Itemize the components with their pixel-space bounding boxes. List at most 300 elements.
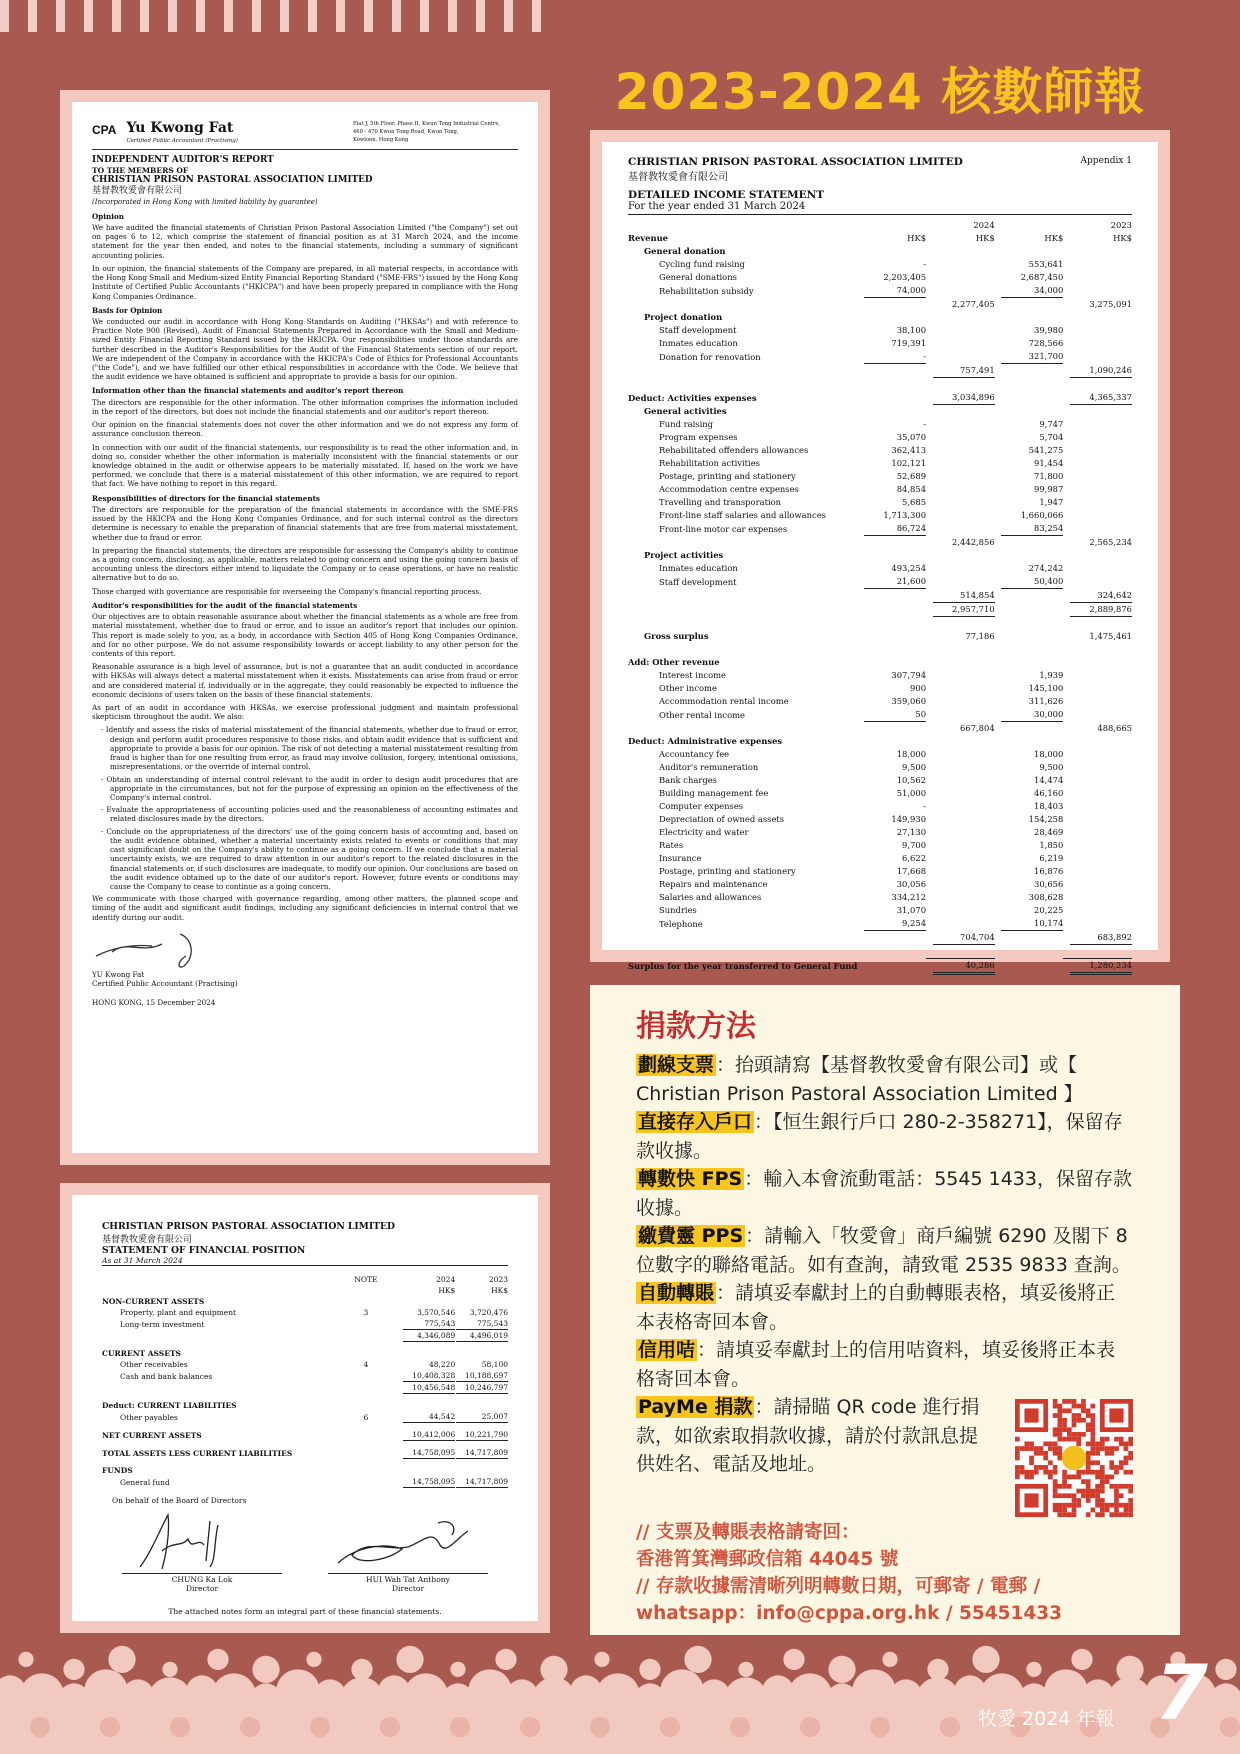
firm-name: Yu Kwong Fat xyxy=(126,120,234,136)
qr-module xyxy=(1057,1418,1062,1423)
table-row xyxy=(628,522,1132,536)
row-label: Auditor's remuneration xyxy=(659,762,759,772)
director-title: Director xyxy=(185,1584,219,1593)
decor-dot xyxy=(788,1673,832,1717)
director-name: HUI Wah Tat Anthony xyxy=(328,1573,488,1584)
table-row xyxy=(102,1348,508,1359)
year-header: 2024 xyxy=(973,220,995,230)
signature-icon xyxy=(122,1511,282,1573)
qr-module xyxy=(1057,1493,1062,1498)
qr-module xyxy=(1034,1446,1039,1451)
row-label: Depreciation of owned assets xyxy=(659,814,785,824)
qr-module xyxy=(1067,1475,1072,1480)
qr-module xyxy=(1091,1451,1096,1456)
row-label: Building management fee xyxy=(659,788,769,798)
qr-module xyxy=(1114,1508,1119,1513)
qr-module xyxy=(1109,1503,1114,1508)
qr-module xyxy=(1119,1484,1124,1489)
table-row xyxy=(628,378,1132,391)
qr-module xyxy=(1034,1451,1039,1456)
table-row xyxy=(628,630,1132,643)
qr-module xyxy=(1091,1470,1096,1475)
income-statement-frame xyxy=(590,130,1170,972)
qr-module xyxy=(1086,1484,1091,1489)
row-value: 34,000 xyxy=(1001,284,1063,298)
table-row xyxy=(628,708,1132,722)
note-number xyxy=(329,1476,402,1488)
qr-module xyxy=(1029,1475,1034,1480)
qr-module xyxy=(1105,1437,1110,1442)
note-line: // 支票及轉賬表格請寄回： xyxy=(636,1522,860,1543)
qr-module xyxy=(1057,1423,1062,1428)
report-company-zh: 基督教牧愛會有限公司 xyxy=(92,186,183,197)
qr-module xyxy=(1086,1460,1091,1465)
row-value: 553,641 xyxy=(1028,259,1064,269)
decor-dot xyxy=(882,1652,897,1667)
qr-module xyxy=(1095,1503,1100,1508)
row-value: 3,275,091 xyxy=(1089,299,1132,309)
decor-dot xyxy=(870,1717,890,1737)
qr-module xyxy=(1124,1460,1129,1465)
qr-module xyxy=(1081,1493,1086,1498)
table-row xyxy=(628,245,1132,258)
qr-module xyxy=(1109,1446,1114,1451)
table-row xyxy=(628,298,1132,311)
row-value: 102,121 xyxy=(891,458,927,468)
table-row xyxy=(628,722,1132,735)
qr-module xyxy=(1124,1508,1129,1513)
row-value: 83,254 xyxy=(1001,522,1063,536)
table-row xyxy=(628,904,1132,917)
qr-module xyxy=(1124,1512,1129,1517)
table-row xyxy=(102,1400,508,1411)
qr-module xyxy=(1095,1446,1100,1451)
qr-module xyxy=(1034,1470,1039,1475)
table-row xyxy=(102,1476,508,1488)
paragraph: Those charged with governance are responsible for overseeing the Company's financial reporting process. xyxy=(92,586,482,596)
qr-finder xyxy=(1024,1493,1038,1507)
qr-module xyxy=(1128,1508,1133,1513)
decor-dot xyxy=(594,1652,609,1667)
decor-dot xyxy=(380,1717,400,1737)
row-value: 10,246,797 xyxy=(456,1382,508,1394)
row-value: 99,987 xyxy=(1034,484,1064,494)
qr-module xyxy=(1043,1465,1048,1470)
note-number xyxy=(329,1348,402,1359)
row-label: Fund raising xyxy=(659,419,714,429)
row-label: Donation for renovation xyxy=(659,351,761,362)
row-value: 91,454 xyxy=(1034,458,1064,468)
method-text: ：輸入本會流動電話：5545 1433，保留存款收據。 xyxy=(636,1168,1132,1219)
row-value: 48,220 xyxy=(428,1360,456,1369)
row-label: Staff development xyxy=(659,576,737,587)
qr-module xyxy=(1067,1437,1072,1442)
qr-module xyxy=(1057,1413,1062,1418)
row-value: 334,212 xyxy=(891,892,927,902)
row-value: 14,474 xyxy=(1034,775,1064,785)
table-row xyxy=(102,1318,508,1330)
section-heading: Responsibilities of directors for the financial statements xyxy=(92,493,320,503)
row-value: 1,280,234 xyxy=(1070,959,1132,975)
qr-module xyxy=(1067,1484,1072,1489)
row-value: 14,758,095 xyxy=(403,1447,455,1459)
qr-module xyxy=(1062,1484,1067,1489)
qr-module xyxy=(1029,1456,1034,1461)
row-value: 58,100 xyxy=(481,1360,508,1369)
row-value: 4,346,089 xyxy=(403,1330,455,1342)
qr-module xyxy=(1057,1484,1062,1489)
qr-module xyxy=(1119,1460,1124,1465)
row-label xyxy=(628,298,857,311)
row-value: 44,542 xyxy=(403,1411,455,1423)
row-value: 1,475,461 xyxy=(1089,631,1132,641)
qr-module xyxy=(1053,1503,1058,1508)
qr-module xyxy=(1091,1437,1096,1442)
note-number xyxy=(329,1382,402,1394)
row-value: 18,403 xyxy=(1034,801,1064,811)
qr-module xyxy=(1091,1446,1096,1451)
decor-dot xyxy=(108,1646,135,1673)
table-row xyxy=(628,271,1132,284)
row-label: Telephone xyxy=(659,918,703,929)
method-tag: PayMe 捐款 xyxy=(638,1396,753,1418)
qr-module xyxy=(1124,1470,1129,1475)
qr-module xyxy=(1095,1470,1100,1475)
table-row xyxy=(628,324,1132,337)
qr-module xyxy=(1072,1503,1077,1508)
row-value: 10,456,548 xyxy=(403,1382,455,1394)
decor-dot xyxy=(396,1646,423,1673)
qr-module xyxy=(1039,1446,1044,1451)
qr-module xyxy=(1072,1512,1077,1517)
table-row xyxy=(628,589,1132,603)
row-value: 728,566 xyxy=(1028,338,1064,348)
place-date: HONG KONG, 15 December 2024 xyxy=(92,998,216,1008)
decor-dot xyxy=(660,1717,680,1737)
qr-module xyxy=(1100,1512,1105,1517)
qr-module xyxy=(1114,1493,1119,1498)
row-value: 28,469 xyxy=(1034,827,1064,837)
qr-module xyxy=(1062,1423,1067,1428)
row-value: - xyxy=(864,350,926,364)
qr-module xyxy=(1053,1446,1058,1451)
table-row xyxy=(628,852,1132,865)
qr-module xyxy=(1100,1503,1105,1508)
qr-module xyxy=(1114,1512,1119,1517)
qr-module xyxy=(1086,1427,1091,1432)
decor-dot xyxy=(590,1717,610,1737)
decor-dot xyxy=(738,1662,753,1677)
qr-module xyxy=(1091,1489,1096,1494)
qr-module xyxy=(1057,1437,1062,1442)
row-value: 1,850 xyxy=(1039,840,1064,850)
table-row xyxy=(628,470,1132,483)
report-heading: INDEPENDENT AUDITOR'S REPORT xyxy=(92,154,274,165)
qr-module xyxy=(1053,1470,1058,1475)
row-label: General fund xyxy=(120,1477,170,1487)
cpa-logo: CPA xyxy=(92,123,117,137)
row-value: 2,889,876 xyxy=(1070,603,1132,617)
row-value: 9,500 xyxy=(1039,762,1064,772)
row-value: - xyxy=(923,419,927,429)
row-label: Accountancy fee xyxy=(659,749,730,759)
year-header: 2023 xyxy=(488,1275,508,1284)
financial-position xyxy=(72,1195,538,1621)
qr-module xyxy=(1128,1441,1133,1446)
note-line: 香港筲箕灣郵政信箱 44045 號 xyxy=(636,1549,899,1570)
row-value: 775,543 xyxy=(456,1318,508,1330)
row-value: 10,562 xyxy=(896,775,927,785)
row-value: 52,689 xyxy=(896,471,927,481)
qr-module xyxy=(1039,1465,1044,1470)
qr-module xyxy=(1072,1423,1077,1428)
qr-module xyxy=(1086,1451,1091,1456)
row-label xyxy=(102,1382,329,1394)
qr-module xyxy=(1086,1489,1091,1494)
qr-module xyxy=(1114,1437,1119,1442)
paragraph: Our opinion on the financial statements does not cover the other information and we do not express any form of assurance conclusion thereon. xyxy=(92,420,518,439)
method-bank xyxy=(636,1108,1134,1165)
method-fps xyxy=(636,1165,1134,1222)
qr-module xyxy=(1062,1479,1067,1484)
qr-module xyxy=(1015,1456,1020,1461)
row-label: Electricity and water xyxy=(659,827,749,837)
top-stripes xyxy=(0,0,560,32)
decor-dot xyxy=(148,1677,192,1721)
table-row xyxy=(628,311,1132,324)
section-heading: Information other than the financial statements and auditor's report thereon xyxy=(92,386,404,396)
row-value: 307,794 xyxy=(891,670,927,680)
qr-module xyxy=(1105,1508,1110,1513)
qr-module xyxy=(1029,1470,1034,1475)
bullet-item: - Conclude on the appropriateness of the directors' use of the going concern basis of accounting and, based on the audit evidence obtained, whether a material uncertainty exists related to events or conditions that may cast significant doubt on the Company's ability to continue as a going concern. If we conclude that a material uncertainty exists, we are required to draw attention in our auditor's report to the related disclosures in the financial statements or, if such disclosures are inadequate, to modify our opinion. Our conclusions are based on the audit evidence obtained up to the date of our auditor's report. However, future events or conditions may cause the Company to cease to continue as a going concern. xyxy=(101,826,518,891)
table-row xyxy=(628,431,1132,444)
decor-dot xyxy=(20,1673,64,1717)
table-row xyxy=(628,839,1132,852)
row-value: 3,034,896 xyxy=(933,391,995,405)
qr-module xyxy=(1043,1441,1048,1446)
qr-module xyxy=(1057,1427,1062,1432)
row-label: Project donation xyxy=(644,312,723,322)
row-value: 541,275 xyxy=(1028,445,1064,455)
qr-module xyxy=(1072,1475,1077,1480)
row-label: Revenue xyxy=(628,233,668,243)
qr-module xyxy=(1086,1465,1091,1470)
row-value: - xyxy=(923,801,927,811)
table-row xyxy=(102,1330,508,1342)
decor-dot xyxy=(340,1677,384,1721)
qr-module xyxy=(1100,1475,1105,1480)
table-row xyxy=(102,1382,508,1394)
table-row xyxy=(628,617,1132,630)
row-value: 17,668 xyxy=(896,866,927,876)
qr-module xyxy=(1067,1512,1072,1517)
qr-module xyxy=(1095,1498,1100,1503)
row-label: Rehabilitation activities xyxy=(659,458,760,468)
income-statement xyxy=(602,142,1158,972)
decor-dot xyxy=(1026,1662,1041,1677)
row-label: Front-line staff salaries and allowances xyxy=(659,510,826,520)
qr-module xyxy=(1128,1470,1133,1475)
qr-module xyxy=(1086,1470,1091,1475)
statement-title: DETAILED INCOME STATEMENT xyxy=(628,189,825,201)
qr-module xyxy=(1119,1465,1124,1470)
decor-dot xyxy=(1071,1649,1092,1670)
table-row xyxy=(628,549,1132,562)
row-label: Project activities xyxy=(644,550,724,560)
table-row xyxy=(628,917,1132,931)
qr-module xyxy=(1015,1475,1020,1480)
qr-module xyxy=(1128,1437,1133,1442)
row-value: 14,717,809 xyxy=(456,1476,508,1488)
row-value: 488,665 xyxy=(1097,723,1132,733)
row-value: 40,286 xyxy=(933,959,995,975)
bullet-item: - Obtain an understanding of internal control relevant to the audit in order to design audit procedures that are appropriate in the circumstances, but not for the purpose of expressing an opinion on the effectiveness of the Company's internal control. xyxy=(101,774,518,802)
qr-module xyxy=(1128,1512,1133,1517)
table-row xyxy=(628,878,1132,891)
row-label: Other payables xyxy=(120,1412,178,1422)
decor-dot xyxy=(100,1717,120,1737)
row-label: Gross surplus xyxy=(644,631,709,641)
payme-qr-code-icon[interactable] xyxy=(1014,1399,1134,1517)
row-label: Accommodation rental income xyxy=(659,696,789,706)
row-value: 38,100 xyxy=(896,325,927,335)
page-number: 7 xyxy=(1155,1648,1208,1737)
qr-module xyxy=(1062,1470,1067,1475)
qr-module xyxy=(1053,1432,1058,1437)
table-header-row xyxy=(102,1274,508,1285)
table-row xyxy=(628,643,1132,656)
decor-dot xyxy=(660,1669,704,1713)
table-row xyxy=(628,509,1132,522)
qr-module xyxy=(1124,1503,1129,1508)
qr-module xyxy=(1072,1508,1077,1513)
row-value: 493,254 xyxy=(891,563,927,573)
qr-module xyxy=(1124,1441,1129,1446)
director-title: Director xyxy=(391,1584,425,1593)
qr-module xyxy=(1053,1399,1058,1404)
table-row xyxy=(628,457,1132,470)
qr-module xyxy=(1105,1479,1110,1484)
table-row xyxy=(628,959,1132,976)
decor-dot xyxy=(207,1649,228,1670)
qr-module xyxy=(1119,1441,1124,1446)
qr-module xyxy=(1076,1503,1081,1508)
qr-module xyxy=(1053,1489,1058,1494)
qr-module xyxy=(1076,1498,1081,1503)
income-table xyxy=(628,219,1132,975)
qr-module xyxy=(1114,1465,1119,1470)
row-value: 359,060 xyxy=(891,696,927,706)
qr-module xyxy=(1091,1432,1096,1437)
qr-module xyxy=(1124,1446,1129,1451)
qr-module xyxy=(1053,1479,1058,1484)
qr-module xyxy=(1105,1475,1110,1480)
qr-module xyxy=(1057,1446,1062,1451)
table-row xyxy=(628,258,1132,271)
row-value: 321,700 xyxy=(1001,350,1063,364)
row-label: Cycling fund raising xyxy=(659,259,745,269)
qr-module xyxy=(1081,1479,1086,1484)
method-text: ：請填妥奉獻封上的自動轉賬表格，填妥後將正本表格寄回本會。 xyxy=(636,1282,1116,1333)
qr-module xyxy=(1081,1408,1086,1413)
decor-dot xyxy=(1220,1717,1240,1737)
qr-module xyxy=(1109,1475,1114,1480)
qr-module xyxy=(1086,1413,1091,1418)
qr-module xyxy=(1057,1404,1062,1409)
qr-module xyxy=(1076,1432,1081,1437)
row-value: 6,622 xyxy=(902,853,927,863)
table-row xyxy=(628,350,1132,364)
qr-module xyxy=(1128,1489,1133,1494)
row-label xyxy=(628,603,857,617)
method-tag: 自動轉賬 xyxy=(638,1282,715,1304)
method-tag: 繳費靈 PPS xyxy=(638,1225,744,1247)
auditor-report-frame xyxy=(60,90,550,1165)
qr-module xyxy=(1095,1451,1100,1456)
qr-module xyxy=(1048,1460,1053,1465)
qr-module xyxy=(1086,1408,1091,1413)
method-payme xyxy=(636,1393,991,1517)
table-row xyxy=(102,1447,508,1459)
qr-module xyxy=(1072,1493,1077,1498)
decor-dot xyxy=(828,1656,855,1683)
qr-module xyxy=(1105,1503,1110,1508)
row-value: 683,892 xyxy=(1070,931,1132,945)
qr-module xyxy=(1067,1432,1072,1437)
table-row xyxy=(628,232,1132,245)
qr-module xyxy=(1057,1503,1062,1508)
decor-dot xyxy=(532,1677,576,1721)
qr-module xyxy=(1048,1475,1053,1480)
company-name: CHRISTIAN PRISON PASTORAL ASSOCIATION LIMITED xyxy=(102,1221,395,1232)
address-line: 460 - 470 Kwun Tong Road, Kwun Tong, xyxy=(353,129,459,136)
row-value: 10,412,006 xyxy=(403,1429,455,1441)
incorporation-note: (Incorporated in Hong Kong with limited liability by guarantee) xyxy=(92,197,318,206)
qr-module xyxy=(1091,1493,1096,1498)
row-label: Long-term investment xyxy=(120,1319,205,1329)
table-row xyxy=(628,761,1132,774)
row-value: HK$ xyxy=(1044,233,1064,243)
row-value: 6,219 xyxy=(1039,853,1064,863)
qr-module xyxy=(1109,1512,1114,1517)
qr-module xyxy=(1128,1484,1133,1489)
address-line: Flat J, 5th Floor, Phase II, Kwun Tong Industrial Centre, xyxy=(353,121,501,127)
qr-module xyxy=(1128,1456,1133,1461)
qr-module xyxy=(1091,1404,1096,1409)
signer-title: Certified Public Accountant (Practising) xyxy=(92,979,238,989)
decor-dot xyxy=(468,1669,512,1713)
decor-dot xyxy=(852,1669,896,1713)
paragraph: In connection with our audit of the financial statements, our responsibility is to read the other information and, in doing so, consider whether the other information is materially inconsistent with the financial statements or our knowledge obtained in the audit or otherwise appears to be materially misstated. If, based on the work we have performed, we conclude that there is a material misstatement of this other information, we are required to report that fact. We have nothing to report in this regard. xyxy=(92,442,518,489)
payme-logo-icon xyxy=(1062,1446,1087,1471)
paragraph: We communicate with those charged with governance regarding, among other matters, the planned scope and timing of the audit and significant audit findings, including any significant deficiencies in internal control that we identify during our audit. xyxy=(92,894,518,922)
table-row xyxy=(628,774,1132,787)
statement-date: As at 31 March 2024 xyxy=(102,1256,508,1266)
row-value: 1,713,300 xyxy=(883,510,927,520)
row-label: Sundries xyxy=(659,905,697,915)
qr-module xyxy=(1024,1441,1029,1446)
qr-module xyxy=(1057,1408,1062,1413)
row-value: 86,724 xyxy=(864,522,926,536)
company-name-zh: 基督教牧愛會有限公司 xyxy=(628,172,728,183)
footer-text: 牧愛 2024 年報 xyxy=(978,1708,1115,1730)
qr-module xyxy=(1081,1432,1086,1437)
row-value: 31,070 xyxy=(896,905,927,915)
row-label: NON-CURRENT ASSETS xyxy=(102,1297,205,1306)
position-table xyxy=(102,1274,508,1488)
qr-module xyxy=(1062,1427,1067,1432)
